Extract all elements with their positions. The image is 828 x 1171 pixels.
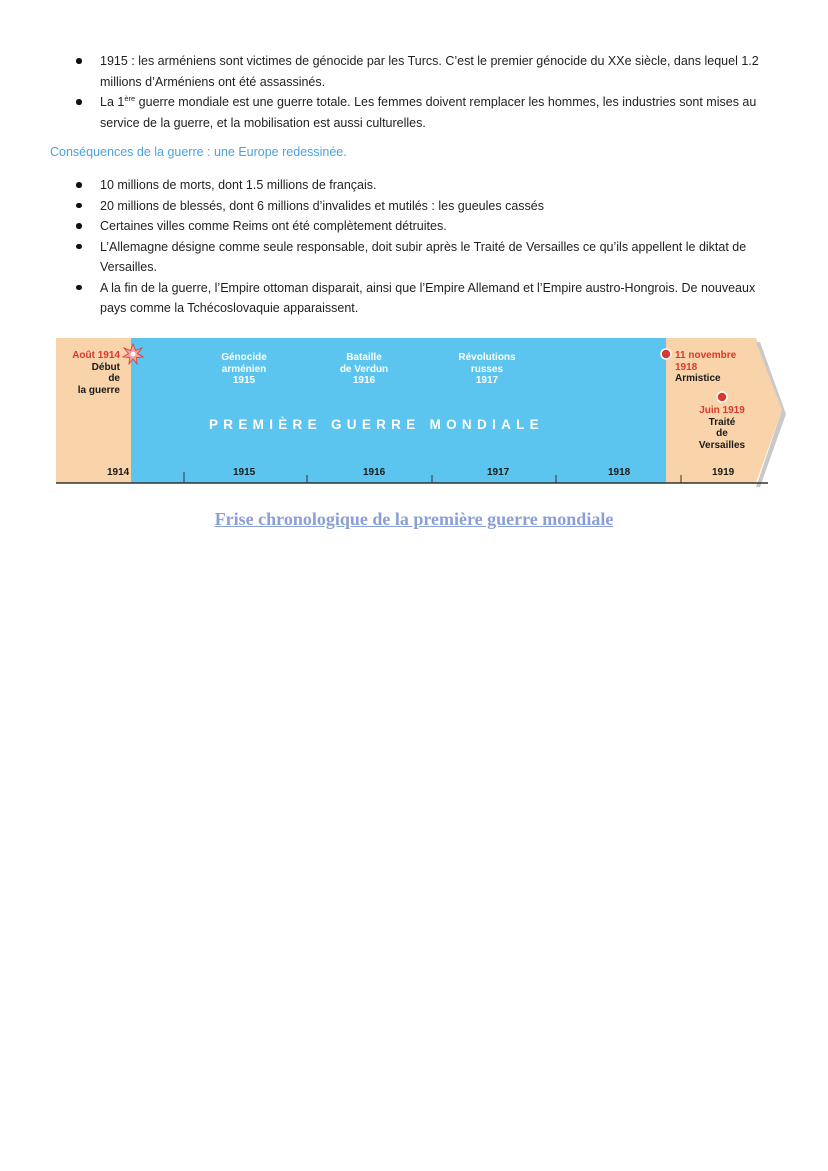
period-label: PREMIÈRE GUERRE MONDIALE [209,417,544,432]
list-item: 10 millions de morts, dont 1.5 millions de français. [50,175,770,196]
armistice-dot-icon [661,349,671,359]
treaty-dot-icon [717,392,727,402]
consequence-bullet-list [50,175,770,319]
year-label: 1919 [712,467,735,478]
armistice-event: 11 novembre 1918 Armistice [675,350,737,384]
list-item: A la fin de la guerre, l’Empire ottoman disparait, ainsi que l’Empire Allemand et l’Empire austro-Hongrois. De nouveaux pays comme la Tchécoslovaquie apparaissent. [50,278,770,319]
list-item: 1915 : les arméniens sont victimes de génocide par les Turcs. C’est le premier génocide du XXe siècle, dans lequel 1.2 millions d’Arméniens ont été assassinés. [50,51,770,92]
event-revolutions: Révolutions russes 1917 [458,352,516,386]
year-label: 1915 [233,467,256,478]
timeline [56,338,786,488]
year-label: 1914 [107,467,130,478]
intro-bullet-list [50,51,770,133]
list-item: La 1ère guerre mondiale est une guerre totale. Les femmes doivent remplacer les hommes, les industries sont mises au service de la guerre, et la mobilisation est aussi culturelles. [50,92,770,133]
list-item: L’Allemagne désigne comme seule responsable, doit subir après le Traité de Versailles ce qu’ils appellent le diktat de Versailles. [50,237,770,278]
treaty-event: Juin 1919 Traité de Versailles [698,405,746,451]
section-heading: Conséquences de la guerre : une Europe redessinée. [50,145,347,159]
figure-caption: Frise chronologique de la première guerre mondiale [214,509,614,529]
event-verdun: Bataille de Verdun 1916 [339,352,389,386]
year-label: 1916 [363,467,386,478]
start-event: Août 1914 Début de la guerre [72,350,120,396]
list-item: 20 millions de blessés, dont 6 millions d’invalides et mutilés : les gueules cassés [50,196,770,217]
event-genocide: Génocide arménien 1915 [221,352,267,386]
year-label: 1917 [487,467,510,478]
year-label: 1918 [608,467,631,478]
list-item: Certaines villes comme Reims ont été complètement détruites. [50,216,770,237]
